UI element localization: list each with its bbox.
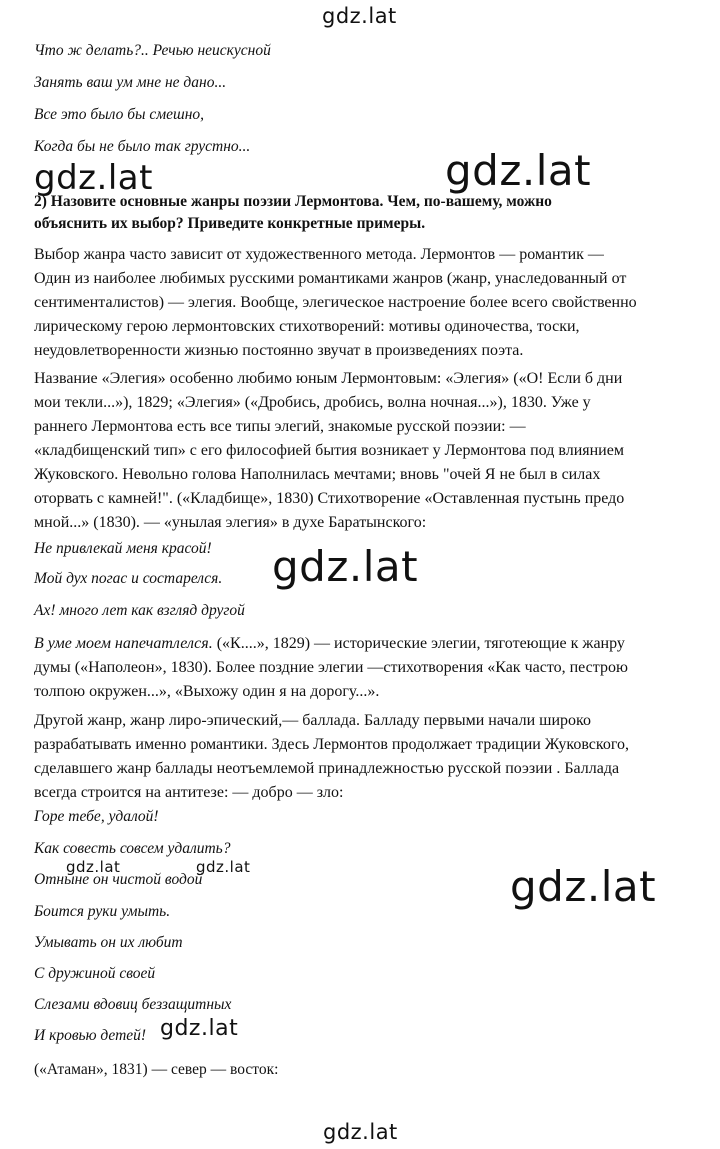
question-line: 2) Назовите основные жанры поэзии Лермонтова. Чем, по-вашему, можно bbox=[34, 193, 552, 210]
closing-line: («Атаман», 1831) — север — восток: bbox=[34, 1061, 279, 1078]
paragraph-line: оторвать с камней!". («Кладбище», 1830) Стихотворение «Оставленная пустынь предо bbox=[34, 490, 625, 507]
watermark-center: gdz.lat bbox=[272, 542, 419, 591]
watermark-right-top: gdz.lat bbox=[445, 146, 592, 195]
watermark-bottom: gdz.lat bbox=[323, 1120, 398, 1144]
watermark-small-b: gdz.lat bbox=[196, 858, 251, 876]
watermark-after-verse: gdz.lat bbox=[160, 1016, 239, 1041]
paragraph-line: «кладбищенский тип» с его философией бытия возникает у Лермонтова под влиянием bbox=[34, 442, 624, 459]
paragraph-line: Один из наиболее любимых русскими романтиками жанров (жанр, унаследованный от bbox=[34, 270, 627, 287]
watermark-small-a: gdz.lat bbox=[66, 858, 121, 876]
poem3-line: Умывать он их любит bbox=[34, 934, 183, 951]
poem1-line: Все это было бы смешно, bbox=[34, 106, 205, 123]
paragraph-line: сентименталистов) — элегия. Вообще, элегическое настроение более всего свойственно bbox=[34, 294, 637, 311]
watermark-right-big: gdz.lat bbox=[510, 862, 657, 911]
paragraph-line: Другой жанр, жанр лиро-эпический,— баллада. Балладу первыми начали широко bbox=[34, 712, 591, 729]
paragraph-line: неудовлетворенности жизнью постоянно звучат в произведениях поэта. bbox=[34, 342, 524, 359]
paragraph-line: сделавшего жанр баллады неотъемлемой принадлежностью русской поэзии . Баллада bbox=[34, 760, 620, 777]
poem3-line: Отныне он чистой водой bbox=[34, 871, 203, 888]
poem1-line: Что ж делать?.. Речью неискусной bbox=[34, 42, 271, 59]
question-line: объяснить их выбор? Приведите конкретные примеры. bbox=[34, 215, 426, 232]
watermark-top: gdz.lat bbox=[322, 4, 397, 28]
paragraph-line bbox=[34, 632, 625, 656]
paragraph-line: толпою окружен...», «Выхожу один я на дорогу...». bbox=[34, 683, 380, 700]
paragraph-line: Жуковского. Невольно голова Наполнилась мечтами; вновь "очей Я не был в силах bbox=[34, 466, 601, 483]
poem3-line: С дружиной своей bbox=[34, 965, 156, 982]
paragraph-text: («К....», 1829) — исторические элегии, тяготеющие к жанру bbox=[212, 635, 625, 652]
poem2-line: Мой дух погас и состарелся. bbox=[34, 570, 223, 587]
paragraph-line: разрабатывать именно романтики. Здесь Лермонтов продолжает традиции Жуковского, bbox=[34, 736, 630, 753]
paragraph-line: раннего Лермонтова есть все типы элегий, знакомые русской поэзии: — bbox=[34, 418, 526, 435]
poem2-line: Не привлекай меня красой! bbox=[34, 540, 212, 557]
paragraph-line: мои текли...»), 1829; «Элегия» («Дробись, дробись, волна ночная...»), 1830. Уже у bbox=[34, 394, 591, 411]
verse-fragment: В уме моем напечатлелся. bbox=[34, 635, 213, 652]
paragraph-line: Выбор жанра часто зависит от художественного метода. Лермонтов — романтик — bbox=[34, 246, 604, 263]
poem1-line: Занять ваш ум мне не дано... bbox=[34, 74, 227, 91]
poem1-line: Когда бы не было так грустно... bbox=[34, 138, 251, 155]
watermark-left: gdz.lat bbox=[34, 158, 153, 198]
poem3-line: И кровью детей! bbox=[34, 1027, 147, 1044]
poem2-line: Ах! много лет как взгляд другой bbox=[34, 602, 245, 619]
poem3-line: Как совесть совсем удалить? bbox=[34, 840, 231, 857]
poem3-line: Слезами вдовиц беззащитных bbox=[34, 996, 232, 1013]
paragraph-line: всегда строится на антитезе: — добро — зло: bbox=[34, 784, 344, 801]
paragraph-line: думы («Наполеон», 1830). Более поздние элегии —стихотворения «Как часто, пестрою bbox=[34, 659, 628, 676]
poem3-line: Горе тебе, удалой! bbox=[34, 808, 159, 825]
paragraph-line: мной...» (1830). — «унылая элегия» в духе Баратынского: bbox=[34, 514, 427, 531]
poem3-line: Боится руки умыть. bbox=[34, 903, 171, 920]
paragraph-line: лирическому герою лермонтовских стихотворений: мотивы одиночества, тоски, bbox=[34, 318, 580, 335]
paragraph-line: Название «Элегия» особенно любимо юным Лермонтовым: «Элегия» («О! Если б дни bbox=[34, 370, 623, 387]
